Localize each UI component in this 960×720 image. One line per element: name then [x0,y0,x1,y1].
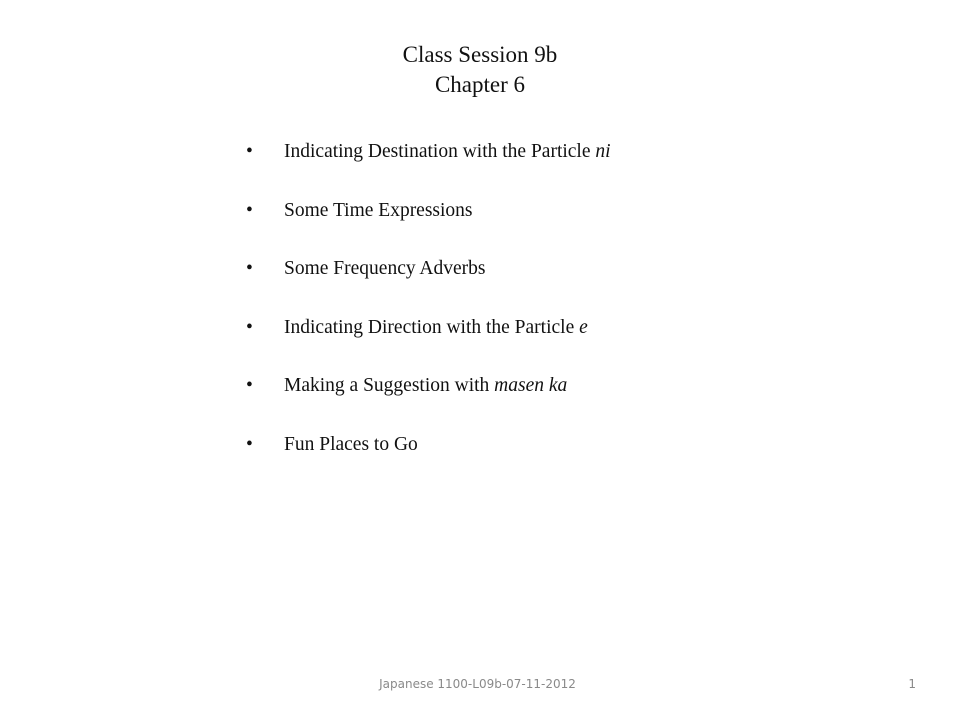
bullet-icon: • [246,375,253,396]
bullet-text [284,433,418,457]
title-line-2: Chapter 6 [434,72,526,97]
title-line-1: Class Session 9b [402,42,558,67]
bullet-text [284,316,588,340]
slide-title [0,40,960,100]
bullet-text [284,374,567,398]
bullet-label: Some Frequency Adverbs [284,258,486,279]
bullet-text [284,140,611,164]
page-number: 1 [908,677,916,691]
slide-footer: Japanese 1100-L09b-07-11-2012 [379,677,576,691]
bullet-italic-term: e [579,316,588,338]
bullet-italic-term: ni [595,141,611,162]
bullet-label: Indicating Destination with the Particle [284,141,596,162]
bullet-icon: • [246,258,253,279]
bullet-label: Making a Suggestion with [284,375,495,396]
bullet-label: Some Time Expressions [284,199,473,221]
bullet-text [284,257,485,281]
bullet-label: Fun Places to Go [284,433,418,455]
bullet-label: Indicating Direction with the Particle [284,316,580,338]
bullet-text [284,199,473,223]
bullet-icon: • [246,141,253,162]
bullet-icon: • [246,433,253,455]
bullet-italic-term: masen ka [494,375,568,396]
bullet-icon: • [246,199,253,221]
bullet-icon: • [246,316,253,338]
